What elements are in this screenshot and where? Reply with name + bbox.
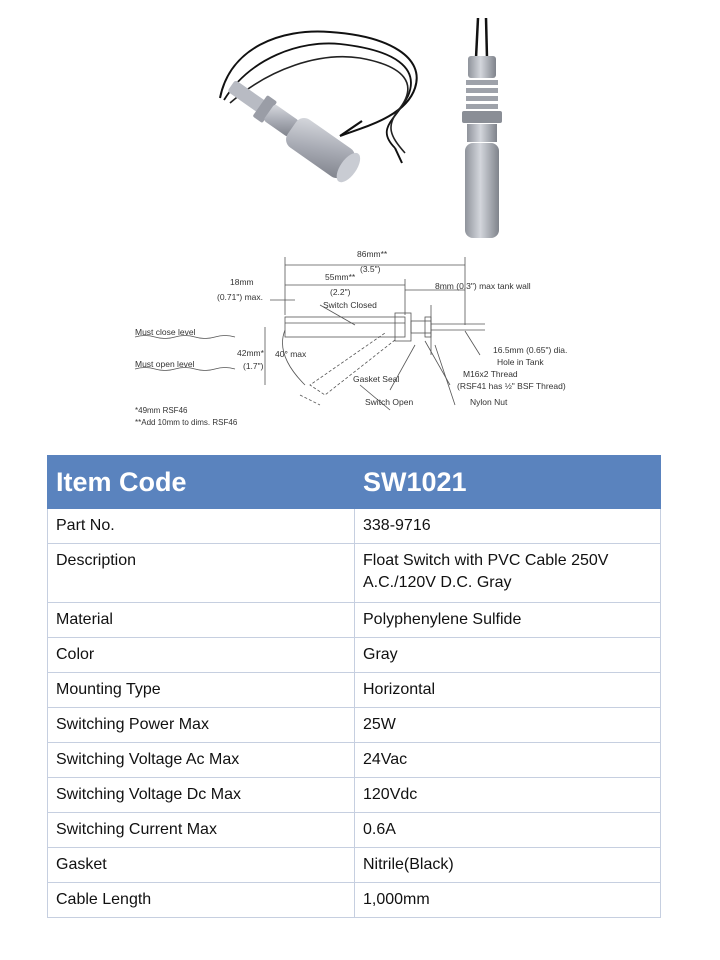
note-add-10mm: **Add 10mm to dims. RSF46 bbox=[135, 418, 238, 427]
row-value: 24Vac bbox=[355, 743, 661, 778]
table-row bbox=[48, 603, 661, 638]
row-value: Polyphenylene Sulfide bbox=[355, 603, 661, 638]
dim-18mm: 18mm bbox=[230, 277, 254, 287]
dim-86mm-inch: (3.5") bbox=[360, 264, 381, 274]
label-nylon-nut: Nylon Nut bbox=[470, 397, 508, 407]
table-row bbox=[48, 813, 661, 848]
row-key: Part No. bbox=[48, 509, 355, 544]
note-rsf46: *49mm RSF46 bbox=[135, 406, 188, 415]
table-row bbox=[48, 673, 661, 708]
label-thread-note: (RSF41 has ½" BSF Thread) bbox=[457, 381, 566, 391]
dim-55mm-inch: (2.2") bbox=[330, 287, 351, 297]
table-row bbox=[48, 544, 661, 603]
label-switch-open: Switch Open bbox=[365, 397, 414, 407]
dimension-drawing bbox=[125, 245, 605, 435]
dim-18mm-inch: (0.71") max. bbox=[217, 292, 264, 302]
row-value: Gray bbox=[355, 638, 661, 673]
label-thread: M16x2 Thread bbox=[463, 369, 518, 379]
label-tank-wall: 8mm (0.3") max tank wall bbox=[435, 281, 531, 291]
label-angle: 40° max bbox=[275, 349, 307, 359]
table-row bbox=[48, 743, 661, 778]
label-hole-diameter: 16.5mm (0.65") dia. bbox=[493, 345, 568, 355]
dim-42mm: 42mm* bbox=[237, 348, 264, 358]
label-hole-in-tank: Hole in Tank bbox=[497, 357, 544, 367]
float-switch-photo-cable bbox=[190, 18, 440, 223]
table-row bbox=[48, 638, 661, 673]
row-key: Switching Voltage Dc Max bbox=[48, 778, 355, 813]
row-key: Material bbox=[48, 603, 355, 638]
row-value: 120Vdc bbox=[355, 778, 661, 813]
spec-table bbox=[47, 455, 661, 918]
row-key: Cable Length bbox=[48, 883, 355, 918]
table-row bbox=[48, 509, 661, 544]
row-value: Horizontal bbox=[355, 673, 661, 708]
dim-86mm: 86mm** bbox=[357, 249, 388, 259]
header-item-code-value: SW1021 bbox=[355, 456, 661, 509]
table-row bbox=[48, 848, 661, 883]
row-value: Float Switch with PVC Cable 250V A.C./120V D.C. Gray bbox=[355, 544, 661, 603]
row-key: Switching Power Max bbox=[48, 708, 355, 743]
label-gasket-seal: Gasket Seal bbox=[353, 374, 400, 384]
table-row bbox=[48, 708, 661, 743]
table-row bbox=[48, 778, 661, 813]
table-header-row bbox=[48, 456, 661, 509]
row-value: Nitrile(Black) bbox=[355, 848, 661, 883]
row-key: Switching Current Max bbox=[48, 813, 355, 848]
dim-55mm: 55mm** bbox=[325, 272, 356, 282]
product-photos bbox=[0, 0, 720, 245]
row-key: Color bbox=[48, 638, 355, 673]
row-key: Switching Voltage Ac Max bbox=[48, 743, 355, 778]
dim-42mm-inch: (1.7") bbox=[243, 361, 264, 371]
label-switch-closed: Switch Closed bbox=[323, 300, 377, 310]
label-must-close: Must close level bbox=[135, 327, 196, 337]
row-value: 338-9716 bbox=[355, 509, 661, 544]
row-key: Description bbox=[48, 544, 355, 603]
row-key: Gasket bbox=[48, 848, 355, 883]
row-value: 1,000mm bbox=[355, 883, 661, 918]
table-row bbox=[48, 883, 661, 918]
row-value: 25W bbox=[355, 708, 661, 743]
label-must-open: Must open level bbox=[135, 359, 195, 369]
float-switch-photo-upright bbox=[440, 18, 520, 243]
row-key: Mounting Type bbox=[48, 673, 355, 708]
header-item-code-label: Item Code bbox=[48, 456, 355, 509]
row-value: 0.6A bbox=[355, 813, 661, 848]
